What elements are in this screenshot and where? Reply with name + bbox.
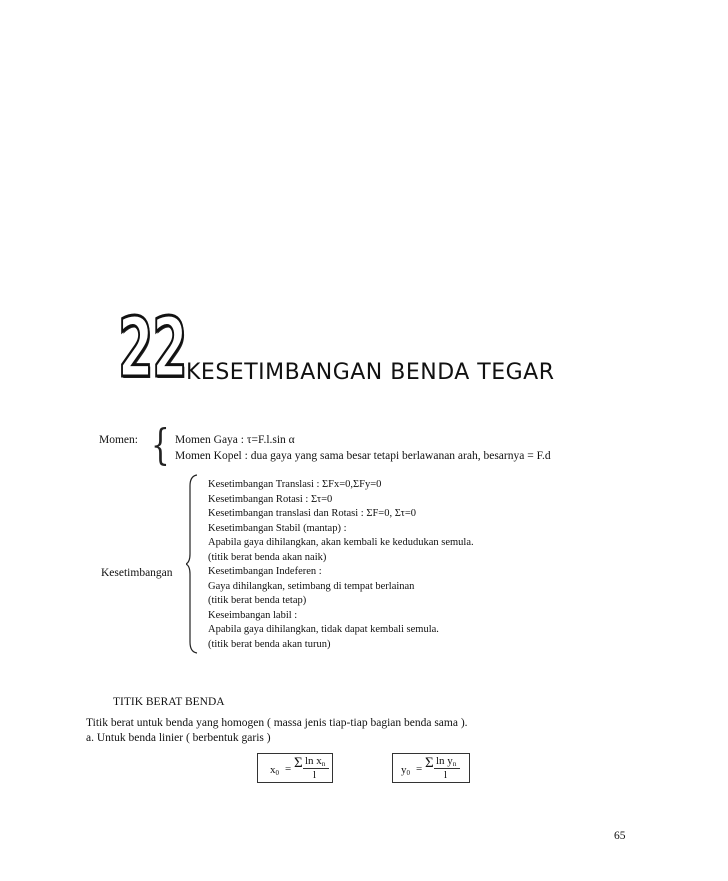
- formula-lhs: $x_0$: [270, 764, 279, 777]
- chapter-title: KESETIMBANGAN BENDA TEGAR: [186, 360, 555, 385]
- kesetimbangan-label: Kesetimbangan: [101, 567, 173, 579]
- momen-item: Momen Kopel : dua gaya yang sama besar tetapi berlawanan arah, besarnya = F.d: [175, 450, 551, 462]
- kesetimbangan-item: Kesetimbangan Rotasi : Στ=0: [208, 493, 333, 505]
- formula-denominator: l: [313, 769, 317, 781]
- formula-sigma: Σ: [294, 755, 303, 771]
- kesetimbangan-list: [208, 478, 474, 652]
- kesetimbangan-item: Apabila gaya dihilangkan, akan kembali ke kedudukan semula.: [208, 537, 474, 548]
- kesetimbangan-item: (titik berat benda tetap): [208, 595, 307, 606]
- formula-denominator: l: [444, 769, 448, 781]
- formula-sigma: Σ: [425, 755, 434, 771]
- kesetimbangan-item: Kesetimbangan Stabil (mantap) :: [208, 522, 347, 534]
- fraction-bar: [434, 768, 460, 769]
- fraction-bar: [303, 768, 329, 769]
- kesetimbangan-item: Kesetimbangan translasi dan Rotasi : ΣF=0, Στ=0: [208, 508, 417, 519]
- formula-equals: =: [416, 763, 423, 775]
- kesetimbangan-brace: [186, 474, 198, 654]
- chapter-number: 22: [118, 301, 187, 396]
- formula-box-x: [257, 753, 333, 783]
- momen-label: Momen:: [99, 434, 138, 446]
- body-text: Titik berat untuk benda yang homogen ( massa jenis tiap-tiap bagian benda sama ).: [86, 717, 468, 729]
- formula-lhs: $y_0$: [401, 764, 410, 777]
- momen-brace: {: [151, 420, 170, 469]
- kesetimbangan-item: Gaya dihilangkan, setimbang di tempat berlainan: [208, 580, 415, 592]
- body-text: a. Untuk benda linier ( berbentuk garis ): [86, 732, 271, 744]
- kesetimbangan-item: (titik berat benda akan turun): [208, 638, 331, 650]
- kesetimbangan-item: Kesetimbangan Translasi : ΣFx=0,ΣFy=0: [208, 479, 382, 490]
- kesetimbangan-item: Keseimbangan labil :: [208, 609, 298, 621]
- kesetimbangan-item: (titik berat benda akan naik): [208, 551, 327, 563]
- formula-equals: =: [285, 763, 292, 775]
- kesetimbangan-item: Apabila gaya dihilangkan, tidak dapat kembali semula.: [208, 624, 439, 635]
- page-number: 65: [614, 830, 626, 842]
- formula-numerator: $\ln y_n$: [436, 755, 457, 768]
- formula-numerator: $\ln x_n$: [305, 755, 326, 768]
- section-heading: TITIK BERAT BENDA: [113, 696, 225, 708]
- kesetimbangan-item: Kesetimbangan Indeferen :: [208, 566, 322, 577]
- formula-box-y: [392, 753, 470, 783]
- momen-item: Momen Gaya : τ=F.l.sin α: [175, 434, 295, 446]
